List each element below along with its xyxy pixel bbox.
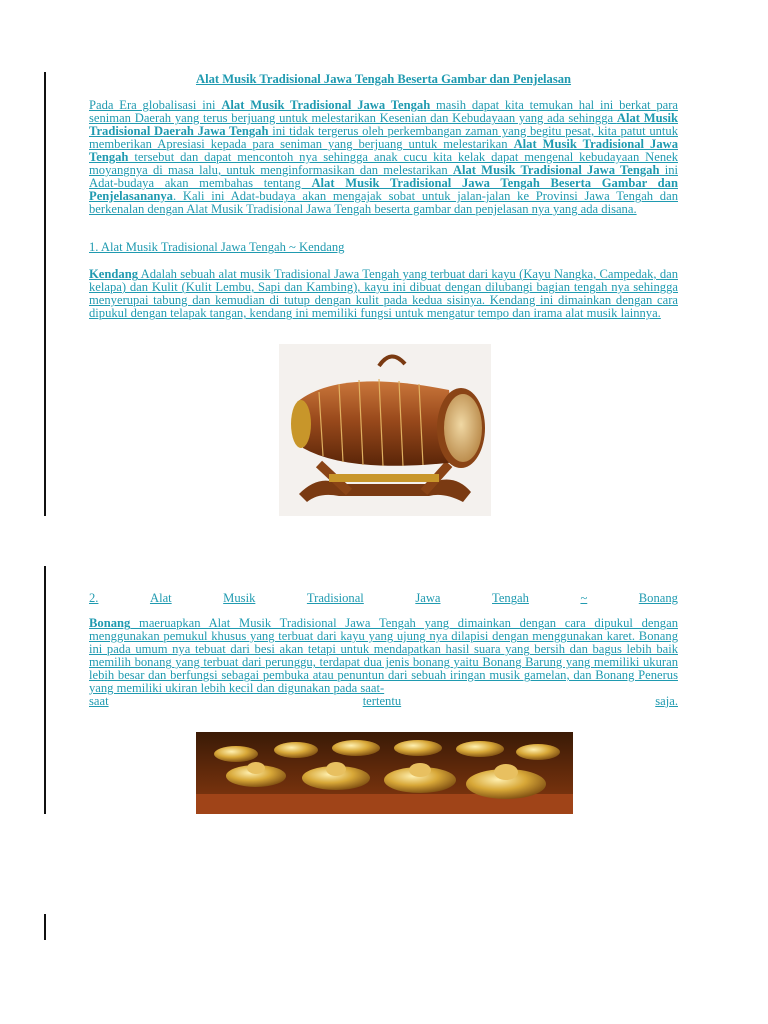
bonang-gongs-illustration bbox=[196, 732, 573, 814]
page-margin-rule bbox=[44, 72, 46, 516]
document-title: Alat Musik Tradisional Jawa Tengah Beserta Gambar dan Penjelasan bbox=[195, 72, 572, 86]
bold-phrase: Alat Musik Tradisional Jawa Tengah bbox=[221, 98, 431, 112]
bonang-paragraph: Bonang maeruapkan Alat Musik Tradisional Jawa Tengah yang dimainkan dengan cara dipukul dengan menggunakan pemukul khusus yang terbuat dari kayu yang ujung nya dilapisi dengan menggunakan karet. Bonang ini pada umum nya tebuat dari besi akan tetapi untuk mendapatkan hasil suara yang bersih dan bagus lebih baik memilih bonang yang terbuat dari perunggu, terdapat dua jenis bonang yaitu Bonang Barung yang memiliki ukuran lebih besar dan berfungsi sebagai pembuka atau penuntun dari sebuah iringan musik gamelan, dan Bonang Penerus yang memiliki ukiran lebih kecil dan digunakan pada saat- saat tertentu saja. bbox=[89, 616, 678, 708]
bold-term: Bonang bbox=[89, 616, 131, 630]
bold-phrase: Alat Musik Tradisional Jawa Tengah Beserta Gambar dan Penjelasananya bbox=[89, 176, 678, 203]
section-heading-kendang: 1. Alat Musik Tradisional Jawa Tengah ~ Kendang bbox=[89, 240, 345, 254]
page-margin-rule bbox=[44, 566, 46, 814]
bold-phrase: Alat Musik Tradisional Daerah Jawa Tengah bbox=[89, 111, 678, 138]
section-heading-bonang: 2. Alat Musik Tradisional Jawa Tengah ~ Bonang bbox=[89, 591, 678, 605]
bold-phrase: Alat Musik Tradisional Jawa Tengah bbox=[89, 137, 679, 164]
intro-paragraph: Pada Era globalisasi ini Alat Musik Tradisional Jawa Tengah masih dapat kita temukan hal ini berkat para seniman Daerah yang terus berjuang untuk melestarikan Kesenian dan Kebudayaan yang ada sehingga Alat Musik Tradisional Daerah Jawa Tengah ini tidak tergerus oleh perkembangan zaman yang begitu pesat, kita patut untuk memberikan Apresiasi kepada para seniman yang berjuang untuk melestarikan Alat Musik Tradisional Jawa Tengah tersebut dan dapat mencontoh nya sehingga anak cucu kita kelak dapat mengenal kebudayaan Nenek moyangnya di masa lalu, untuk menginformasikan dan melestarikan Alat Musik Tradisional Jawa Tengah ini Adat-budaya akan membahas tentang Alat Musik Tradisional Jawa Tengah Beserta Gambar dan Penjelasananya. Kali ini Adat-budaya akan mengajak sobat untuk jalan-jalan ke Provinsi Jawa Tengah dan berkenalan dengan Alat Musik Tradisional Jawa Tengah beserta gambar dan penjelasan nya yang ada disana. bbox=[89, 98, 679, 216]
bold-phrase: Alat Musik Tradisional Jawa Tengah bbox=[452, 163, 660, 177]
bold-term: Kendang bbox=[89, 267, 138, 281]
page-margin-rule bbox=[44, 914, 46, 940]
kendang-paragraph: Kendang Adalah sebuah alat musik Tradisional Jawa Tengah yang terbuat dari kayu (Kayu Nangka, Campedak, dan kelapa) dan Kulit (Kulit Lembu, Sapi dan Kambing), kayu ini dibuat dengan dilubangi bagian tengah nya sehingga menyerupai tabung dan kemudian di tutup dengan kulit pada kedua sisinya. Kendang ini dimainkan dengan cara dipukul dengan telapak tangan, kendang ini memiliki fungsi untuk mengatur tempo dan irama alat musik lainnya. bbox=[89, 267, 678, 320]
kendang-image bbox=[279, 344, 491, 516]
kendang-drum-illustration bbox=[279, 344, 491, 516]
bonang-image bbox=[196, 732, 573, 814]
